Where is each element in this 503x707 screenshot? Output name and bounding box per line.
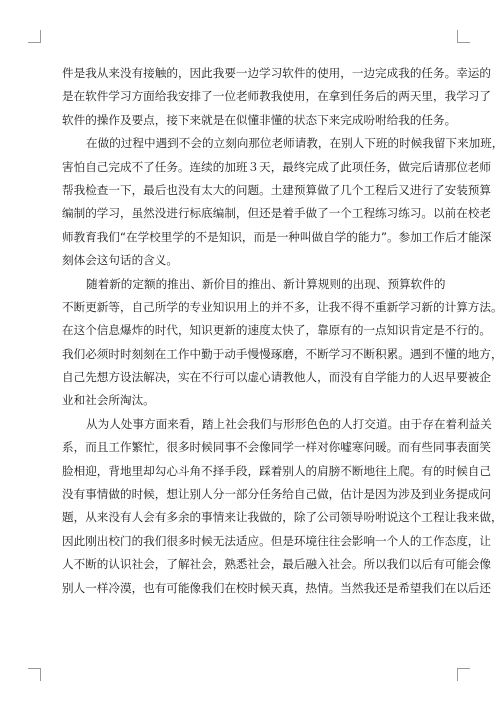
text-line: 因此刚出校门的我们很多时候无法适应。但是环境往往会影响一个人的工作态度，让 — [62, 533, 491, 548]
document-body — [62, 62, 503, 682]
paragraph-3 — [62, 273, 503, 413]
text-line: 脸相迎，背地里却勾心斗角不择手段，踩着别人的肩膀不断地往上爬。有的时候自己 — [62, 463, 491, 478]
text-line: 没有事情做的时候，想让别人分一部分任务给自己做，估计是因为涉及到业务提成问 — [62, 487, 491, 502]
text-line: 别人一样冷漠，也有可能像我们在校时候天真，热情。当然我还是希望我们在以后还 — [62, 580, 491, 595]
text-line: 题，从来没有人会有多余的事情来让我做的，除了公司领导吩咐说这个工程让我来做， — [62, 510, 503, 525]
text-line: 我们必须时时刻刻在工作中勤于动手慢慢琢磨，不断学习不断积累。遇到不懂的地方， — [62, 346, 503, 361]
text-line: 刻体会这句话的含义。 — [62, 253, 178, 268]
text-line: 随着新的定额的推出、新价目的推出、新计算规则的出现、预算软件的 — [86, 276, 446, 291]
text-line: 业和社会所淘汰。 — [62, 393, 155, 408]
crop-mark-bottom-right — [457, 668, 470, 681]
text-line: 系，而且工作繁忙，很多时候同事不会像同学一样对你嘘寒问暖。而有些同事表面笑 — [62, 440, 491, 455]
text-line: 害怕自己完成不了任务。连续的加班３天，最终完成了此项任务，做完后请那位老师 — [62, 159, 491, 174]
paragraph-4 — [62, 413, 503, 600]
crop-mark-top-right — [457, 30, 470, 43]
crop-mark-bottom-left — [28, 668, 41, 681]
text-line: 人不断的认识社会，了解社会，熟悉社会，最后融入社会。所以我们以后有可能会像 — [62, 557, 491, 572]
text-line: 是在软件学习方面给我安排了一位老师教我使用，在拿到任务后的两天里，我学习了 — [62, 89, 491, 104]
text-line: 软件的操作及要点，接下来就是在似懂非懂的状态下来完成吩咐给我的任务。 — [62, 112, 457, 127]
text-line: 从为人处事方面来看，踏上社会我们与形形色色的人打交道。由于存在着利益关 — [86, 416, 492, 431]
text-line: 不断更新等，自己所学的专业知识用上的并不多，让我不得不重新学习新的计算方法。 — [62, 299, 503, 314]
crop-mark-top-left — [28, 30, 41, 43]
text-line: 编制的学习，虽然没进行标底编制，但还是着手做了一个工程练习练习。以前在校老 — [62, 206, 491, 221]
text-line: 在这个信息爆炸的时代，知识更新的速度太快了，靠原有的一点知识肯定是不行的。 — [62, 323, 491, 338]
text-line: 自己先想方设法解决，实在不行可以虚心请教他人，而没有自学能力的人迟早要被企 — [62, 370, 491, 385]
text-line: 件是我从来没有接触的，因此我要一边学习软件的使用，一边完成我的任务。幸运的 — [62, 66, 491, 80]
text-line: 师教育我们“在学校里学的不是知识，而是一种叫做自学的能力”。参加工作后才能深 — [62, 229, 492, 244]
text-line: 在做的过程中遇到不会的立刻向那位老师请教，在别人下班的时候我留下来加班， — [86, 136, 503, 151]
text-line: 帮我检查一下，最后也没有太大的问题。土建预算做了几个工程后又进行了安装预算 — [62, 182, 491, 197]
paragraph-1 — [62, 62, 491, 132]
paragraph-2 — [62, 132, 503, 272]
